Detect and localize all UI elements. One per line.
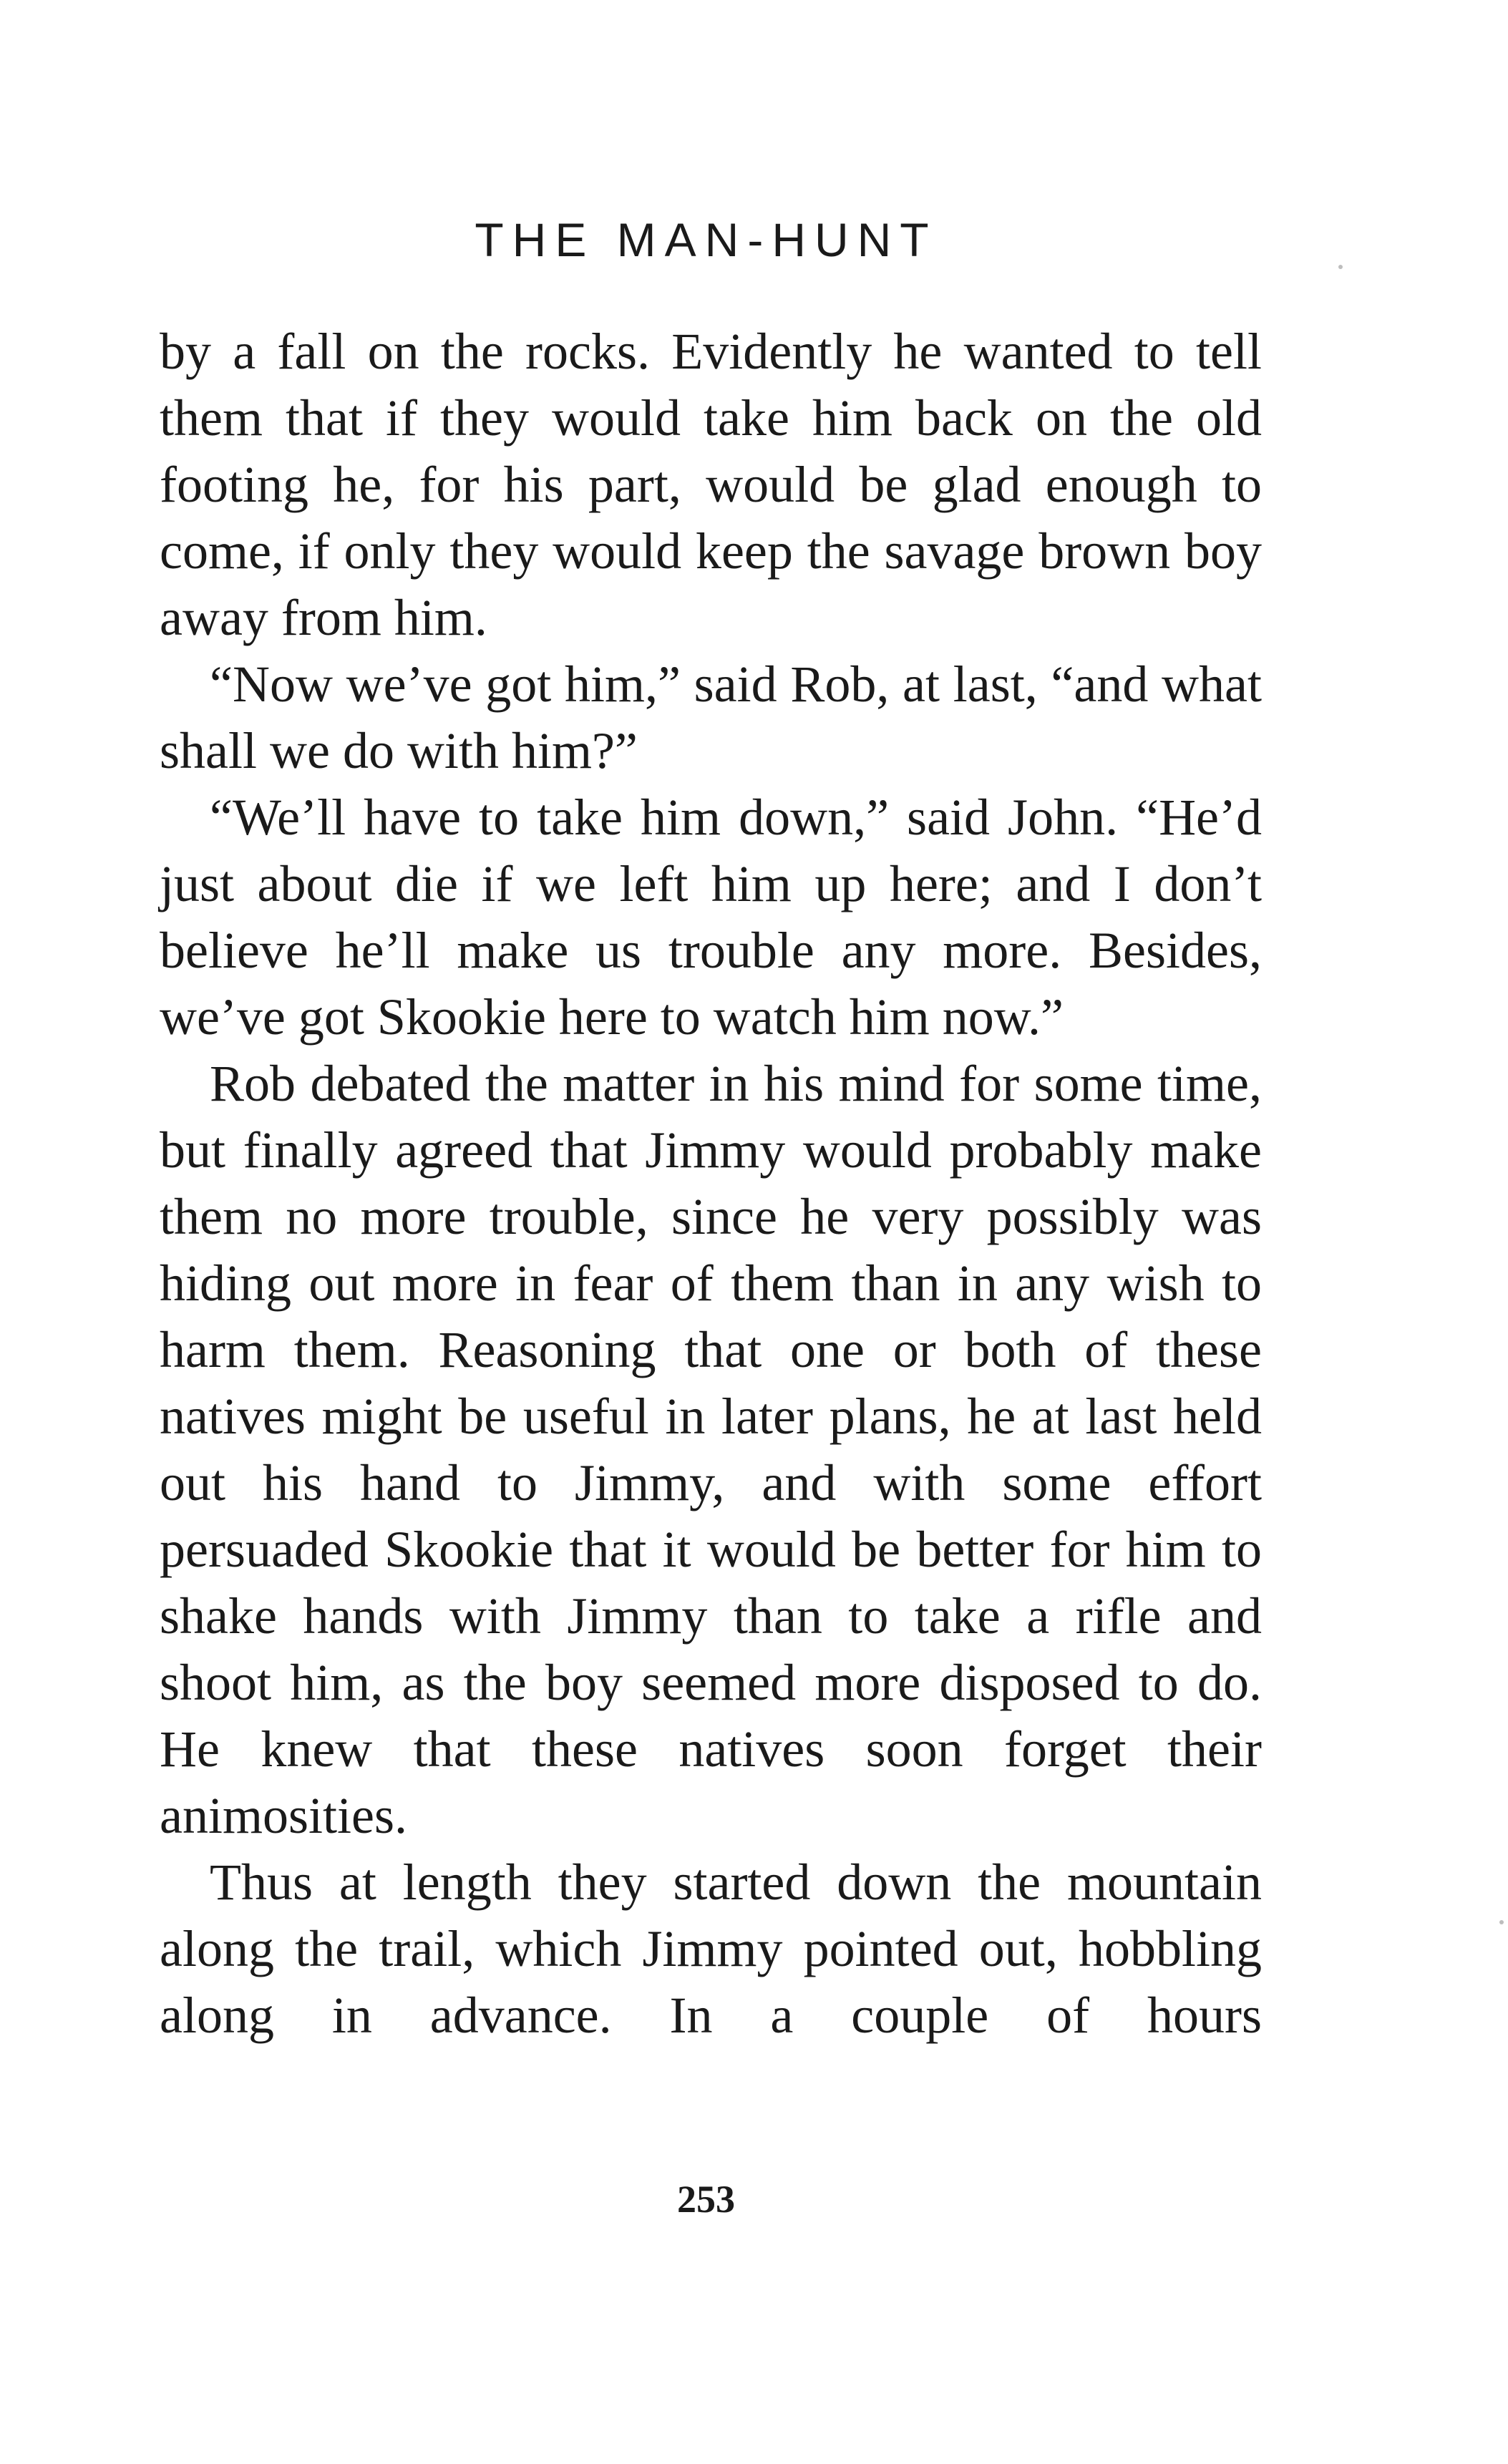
paragraph: “Now we’ve got him,” said Rob, at last, “and what shall we do with him?”: [160, 656, 1262, 779]
page-number: 253: [677, 2178, 735, 2221]
paragraph: Rob debated the matter in his mind for some time, but finally agreed that Jimmy would probably make them no more trouble, since he very possibly was hiding out more in fear of them than in any wish to harm them. Reasoning that one or both of these natives might be useful in later plans, he at last held out his hand to Jimmy, and with some effort persuaded Skookie that it would be better for him to shake hands with Jimmy than to take a rifle and shoot him, as the boy seemed more disposed to do. He knew that these natives soon forget their animosities.: [160, 1055, 1262, 1844]
running-header: THE MAN-HUNT: [475, 213, 938, 266]
paragraph: Thus at length they started down the mountain along the trail, which Jimmy pointed out, hobbling along in advance. In a couple of hours: [160, 1854, 1262, 2044]
paper-speck: [1499, 1920, 1504, 1924]
body-text: [160, 318, 1262, 2049]
paper-speck: [1338, 265, 1343, 269]
paragraph: by a fall on the rocks. Evidently he wanted to tell them that if they would take him back on the old footing he, for his part, would be glad enough to come, if only they would keep the savage brown boy away from him.: [160, 323, 1262, 646]
paragraph: “We’ll have to take him down,” said John. “He’d just about die if we left him up here; and I don’t believe he’ll make us trouble any more. Besides, we’ve got Skookie here to watch him now.”: [160, 789, 1262, 1046]
